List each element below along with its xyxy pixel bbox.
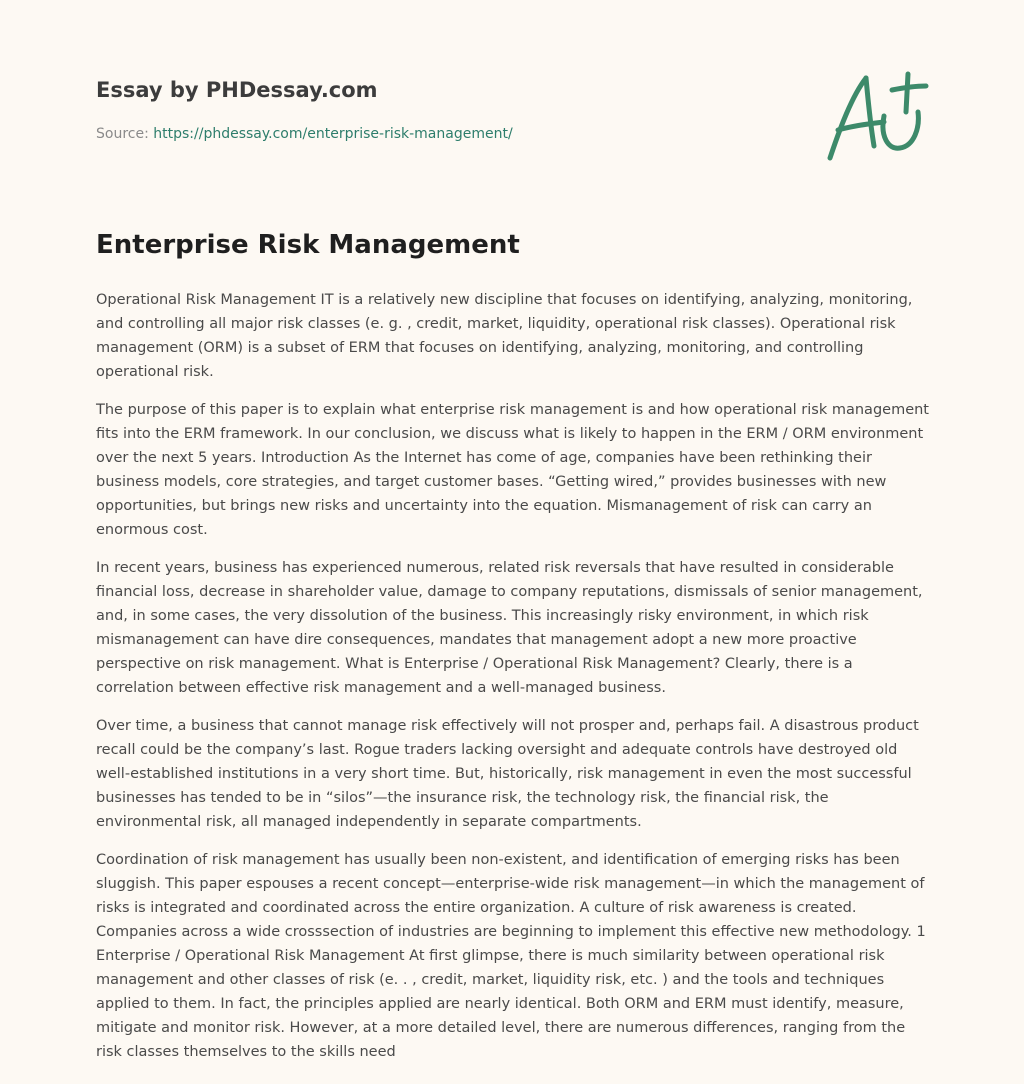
- a-plus-icon: [822, 66, 930, 166]
- essay-paragraph: Operational Risk Management IT is a relatively new discipline that focuses on identifying, analyzing, monitoring, and controlling all major risk classes (e. g. , credit, market, liquidity, operational risk classes). Operational risk management (ORM) is a subset of ERM that focuses on identifying, analyzing, monitoring, and controlling operational risk.: [96, 292, 913, 380]
- essay-paragraph: The purpose of this paper is to explain what enterprise risk management is and how operational risk management fits into the ERM framework. In our conclusion, we discuss what is likely to happen in the ERM / ORM environment over the next 5 years. Introduction As the Internet has come of age, companies have been rethinking their business models, core strategies, and target customer bases. “Getting wired,” provides businesses with new opportunities, but brings new risks and uncertainty into the equation. Mismanagement of risk can carry an enormous cost.: [96, 402, 929, 538]
- essay-paragraph: Over time, a business that cannot manage risk effectively will not prosper and, perhaps fail. A disastrous product recall could be the company’s last. Rogue traders lacking oversight and adequate controls have destroyed old well-established institutions in a very short time. But, historically, risk management in even the most successful businesses has tended to be in “silos”—the insurance risk, the technology risk, the financial risk, the environmental risk, all managed independently in separate compartments.: [96, 718, 919, 830]
- page-header: [96, 72, 796, 144]
- source-line: [96, 124, 796, 144]
- essay-paragraph: Coordination of risk management has usually been non-existent, and identification of emerging risks has been sluggish. This paper espouses a recent concept—enterprise-wide risk management—in which the management of risks is integrated and coordinated across the entire organization. A culture of risk awareness is created. Companies across a wide crosssection of industries are beginning to implement this effective new methodology. 1 Enterprise / Operational Risk Management At first glimpse, there is much similarity between operational risk management and other classes of risk (e. . , credit, market, liquidity risk, etc. ) and the tools and techniques applied to them. In fact, the principles applied are nearly identical. Both ORM and ERM must identify, measure, mitigate and monitor risk. However, at a more detailed level, there are numerous differences, ranging from the risk classes themselves to the skills need: [96, 852, 926, 1060]
- site-title: Essay by PHDessay.com: [96, 78, 378, 102]
- essay-title: Enterprise Risk Management: [96, 230, 520, 260]
- essay-body: [96, 222, 932, 1078]
- source-label: Source:: [96, 126, 149, 142]
- essay-paragraph: In recent years, business has experienced numerous, related risk reversals that have resulted in considerable financial loss, decrease in shareholder value, damage to company reputations, dismissals of senior management, and, in some cases, the very dissolution of the business. This increasingly risky environment, in which risk mismanagement can have dire consequences, mandates that management adopt a new more proactive perspective on risk management. What is Enterprise / Operational Risk Management? Clearly, there is a correlation between effective risk management and a well-managed business.: [96, 560, 923, 696]
- source-link[interactable]: https://phdessay.com/enterprise-risk-management/: [153, 126, 513, 142]
